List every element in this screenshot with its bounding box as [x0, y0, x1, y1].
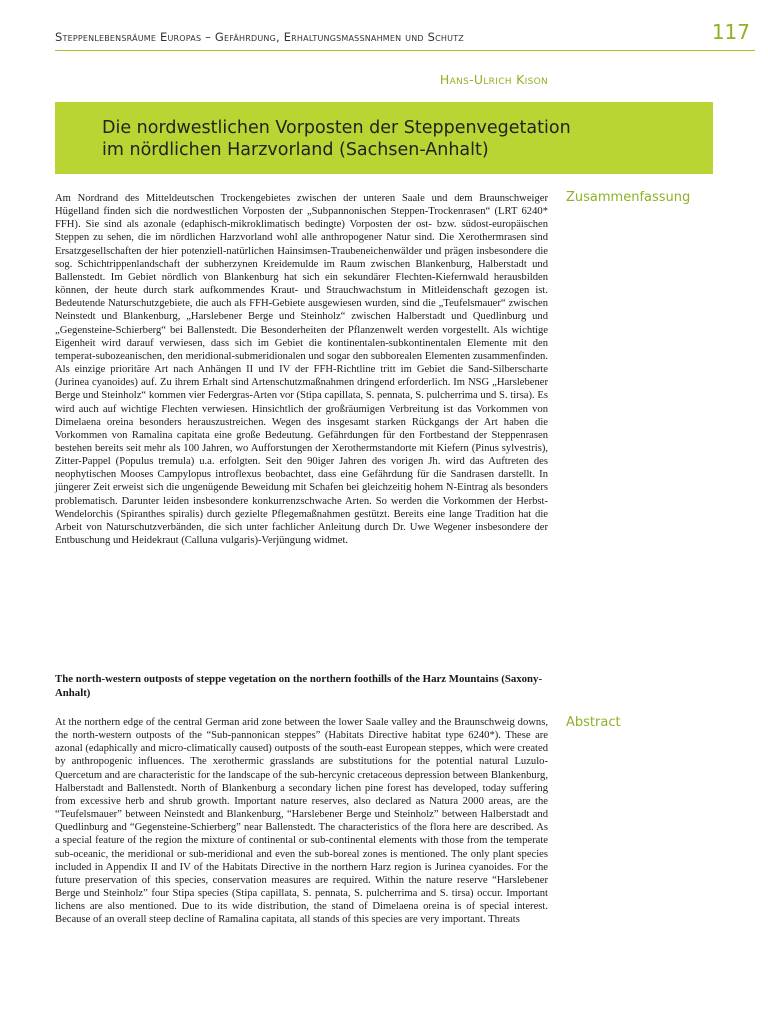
title-banner — [55, 102, 713, 174]
article-title-line-2: im nördlichen Harzvorland (Sachsen-Anhalt) — [102, 140, 489, 160]
running-title: Steppenlebensräume Europas – Gefährdung, Erhaltungsmassnahmen und Schutz — [55, 30, 464, 44]
zusammenfassung-label: Zusammenfassung — [566, 190, 691, 205]
german-summary-text: Am Nordrand des Mitteldeutschen Trockengebietes zwischen der unteren Saale und dem Braunschweiger Hügelland finden sich die nordwestlichen Vorposten der „Subpannonischen Steppen-Trockenrasen“ (LRT 6240* FFH). Sie sind als azonale (edaphisch-mikroklimatisch bedingte) Vorposten der ost- bzw. südost-europäischen Steppen zu sehen, die im nördlichen Harzvorland wohl alle anthropogener Natur sind. Die Xerothermrasen sind Ersatzgesellschaften der hier potenziell-natürlichen Hainsimsen-Traubeneichenwälder und prägen insbesondere die sog. Schichtrippenlandschaft der subherzynen Kreidemulde im Raum zwischen Blankenburg, Halberstadt und Ballenstedt. Im Gebiet nördlich von Blankenburg hat sich ein sekundärer Flechten-Kiefernwald herausbilden können, der heute durch stark aufkommendes Kraut- und Strauchwachstum in Mitleidenschaft gezogen ist. Bedeutende Naturschutzgebiete, die auch als FFH-Gebiete ausgewiesen wurden, sind die „Teufelsmauer“ zwischen Neinstedt und Blankenburg, „Harslebener Berge und Steinholz“ zwischen Halberstadt und Quedlinburg und „Gegensteine-Schierberg“ bei Ballenstedt. Die Besonderheiten der Pflanzenwelt werden vorgestellt. Als wichtige Eigenheit wird darauf verwiesen, dass sich im Gebiet die kontinentalen-subkontinentalen Elemente mit den temperat-subozeanischen, den meridional-submeridionalen und sogar den subborealen Elementen zusammenfinden. Als einzige prioritäre Art nach Anhängen II und IV der FFH-Richtline tritt im Gebiet die Sand-Silberscharte (Jurinea cyanoides) auf. Zu ihrem Erhalt sind Artenschutzmaßnahmen dringend erforderlich. Im NSG „Harslebener Berge und Steinholz“ kommen vier Federgras-Arten vor (Stipa capillata, S. pennata, S. pulcherrima und S. tirsa). Es wird auch auf wichtige Flechten verwiesen. Hinsichtlich der großräumigen Verbreitung ist das Vorkommen von Dimelaena oreina besonders herauszustreichen. Wegen des insgesamt starken Rückgangs der Art haben die Vorkommen von Ramalina capitata eine große Bedeutung. Gefährdungen für den Fortbestand der Steppenrasen bestehen bereits seit mehr als 100 Jahren, wo Aufforstungen der Xerothermstandorte mit Kiefern (Pinus sylvestris), Zitter-Pappel (Populus tremula) u.a. erfolgten. Seit den 90iger Jahren des vorigen Jh. wird das Auftreten des neophytischen Mooses Campylopus introflexus beobachtet, dass eine Gefährdung für die Sandrasen darstellt. In jüngerer Zeit erweist sich die ungenügende Beweidung mit Schafen bei gleichzeitig hohem N-Eintrag als besonders problematisch. Darunter leiden insbesondere konkurrenzschwache Arten. So werden die Vorkommen der Herbst-Wendelorchis (Spiranthes spiralis) durch gezielte Pflegemaßnahmen gestützt. Bereits eine lange Tradition hat die Arbeit von Naturschutzverbänden, die sich unter fachlicher Anleitung durch Dr. Uwe Wegener insbesondere der Entbuschung und Heidekraut (Calluna vulgaris)-Verjüngung widmet. — [55, 193, 548, 547]
abstract-label: Abstract — [566, 715, 621, 730]
page-number: 117 — [711, 20, 750, 44]
article-title-line-1: Die nordwestlichen Vorposten der Steppenvegetation — [102, 118, 571, 138]
english-abstract-text: At the northern edge of the central German arid zone between the lower Saale valley and the Braunschweig downs, the north-western outposts of the “Sub-pannonican steppes” (Habitats Directive habitat type 6240*). These are azonal (edaphically and micro-climatically caused) outposts of the south-east European steppes, which were created by anthropogenic influences. The xerothermic grasslands are substitutions for the potential natural Luzulo-Quercetum and are characteristic for the landscape of the sub-hercynic cretaceous depression between Blankenburg, Halberstadt and Ballenstedt. North of Blankenburg a secondary lichen pine forest has developed, today suffering from excessive herb and shrub growth. Important nature reserves, also declared as Natura 2000 areas, are the “Teufelsmauer” between Neinstedt and Blankenburg, “Harslebener Berge und Steinholz” between Halberstadt and Quedlinburg and “Gegensteine-Schierberg” near Ballenstedt. The characteristics of the flora here are described. As a special feature of the region the mixture of continental or sub-continental elements with those from the temperate sub-oceanic, the meridional or sub-meridional and even the sub-boreal zones is mentioned. The only plant species included in Appendix II and IV of the Habitats Directive in the northern Harz region is Jurinea cyanoides. For the future preservation of this species, conservation measures are required. Within the nature reserve “Harslebener Berge und Steinholz” four Stipa species (Stipa capillata, S. pennata, S. pulcherrima and S. tirsa) occur. Important lichens are also mentioned. Due to its wide distribution, the stand of Dimelaena oreina is of special interest. Because of an overall steep decline of Ramalina capitata, all stands of this species are very important. Threats — [55, 717, 548, 926]
english-title-heading: The north-western outposts of steppe vegetation on the northern foothills of the Harz Mountains (Saxony-Anhalt) — [55, 673, 543, 699]
running-header — [55, 20, 755, 51]
author-name: Hans-Ulrich Kison — [439, 72, 548, 87]
